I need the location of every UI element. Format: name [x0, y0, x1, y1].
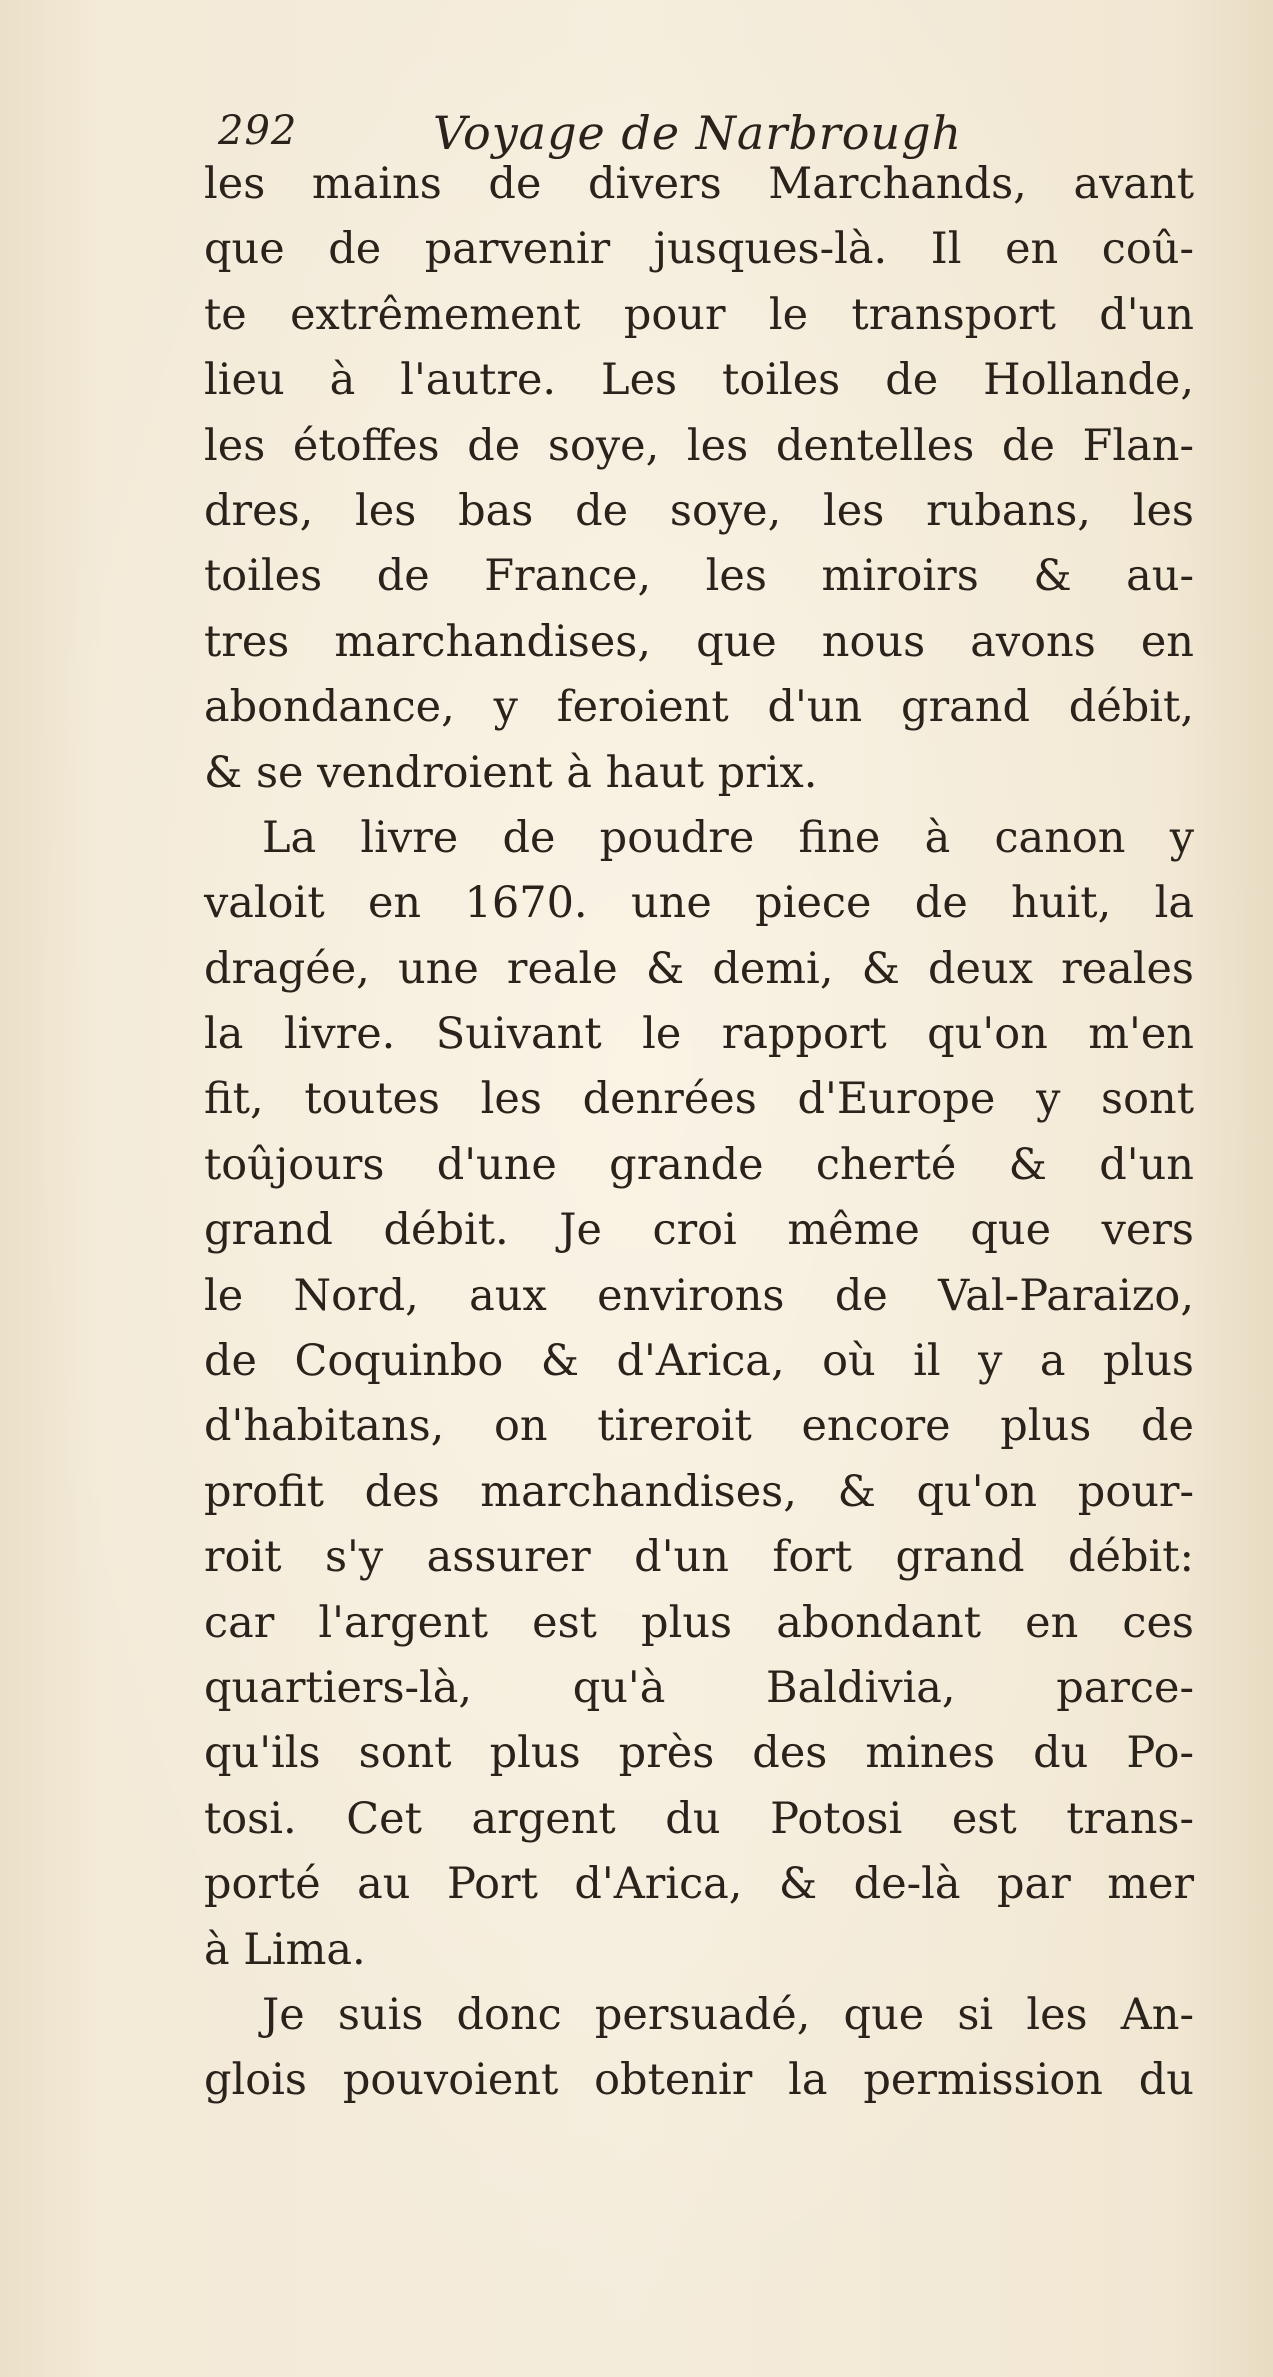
running-title: Voyage de Narbrough [433, 106, 963, 160]
text-line: d'habitans, on tireroit encore plus de [204, 1401, 1194, 1452]
text-line: de Coquinbo & d'Arica, où il y a plus [204, 1336, 1194, 1387]
text-line: les étoffes de soye, les dentelles de Flan- [204, 420, 1194, 471]
body-text [204, 152, 1194, 2114]
text-line: tosi. Cet argent du Potosi est trans- [204, 1793, 1194, 1844]
text-line: & se vendroient à haut prix. [204, 747, 818, 798]
text-line: dragée, une reale & demi, & deux reales [204, 943, 1194, 994]
text-line: car l'argent est plus abondant en ces [204, 1597, 1194, 1648]
text-line: grand débit. Je croi même que vers [204, 1205, 1194, 1256]
text-line: glois pouvoient obtenir la permission du [204, 2055, 1194, 2106]
text-line: tres marchandises, que nous avons en [204, 616, 1194, 667]
text-line: lieu à l'autre. Les toiles de Hollande, [204, 355, 1194, 406]
text-line: que de parvenir jusques-là. Il en coû- [204, 224, 1194, 275]
text-line: La livre de poudre fine à canon y [262, 812, 1194, 863]
text-line: la livre. Suivant le rapport qu'on m'en [204, 1009, 1194, 1060]
text-line: roit s'y assurer d'un fort grand débit: [204, 1532, 1194, 1583]
text-line: profit des marchandises, & qu'on pour- [204, 1466, 1194, 1517]
text-line: toûjours d'une grande cherté & d'un [204, 1139, 1194, 1190]
text-line: toiles de France, les miroirs & au- [204, 551, 1194, 602]
text-line: porté au Port d'Arica, & de-là par mer [204, 1859, 1194, 1910]
text-line: à Lima. [204, 1924, 366, 1975]
text-line: qu'ils sont plus près des mines du Po- [204, 1728, 1194, 1779]
page-number: 292 [218, 108, 298, 154]
text-line: dres, les bas de soye, les rubans, les [204, 485, 1194, 536]
text-line: valoit en 1670. une piece de huit, la [204, 878, 1194, 929]
text-line: les mains de divers Marchands, avant [204, 159, 1194, 209]
text-line: abondance, y feroient d'un grand débit, [204, 682, 1194, 733]
text-line: fit, toutes les denrées d'Europe y sont [204, 1074, 1194, 1125]
text-line: Je suis donc persuadé, que si les An- [262, 1989, 1194, 2040]
text-line: le Nord, aux environs de Val-Paraizo, [204, 1270, 1194, 1321]
text-line: te extrêmement pour le transport d'un [204, 289, 1194, 340]
text-line: quartiers-là, qu'à Baldivia, parce- [204, 1662, 1194, 1713]
